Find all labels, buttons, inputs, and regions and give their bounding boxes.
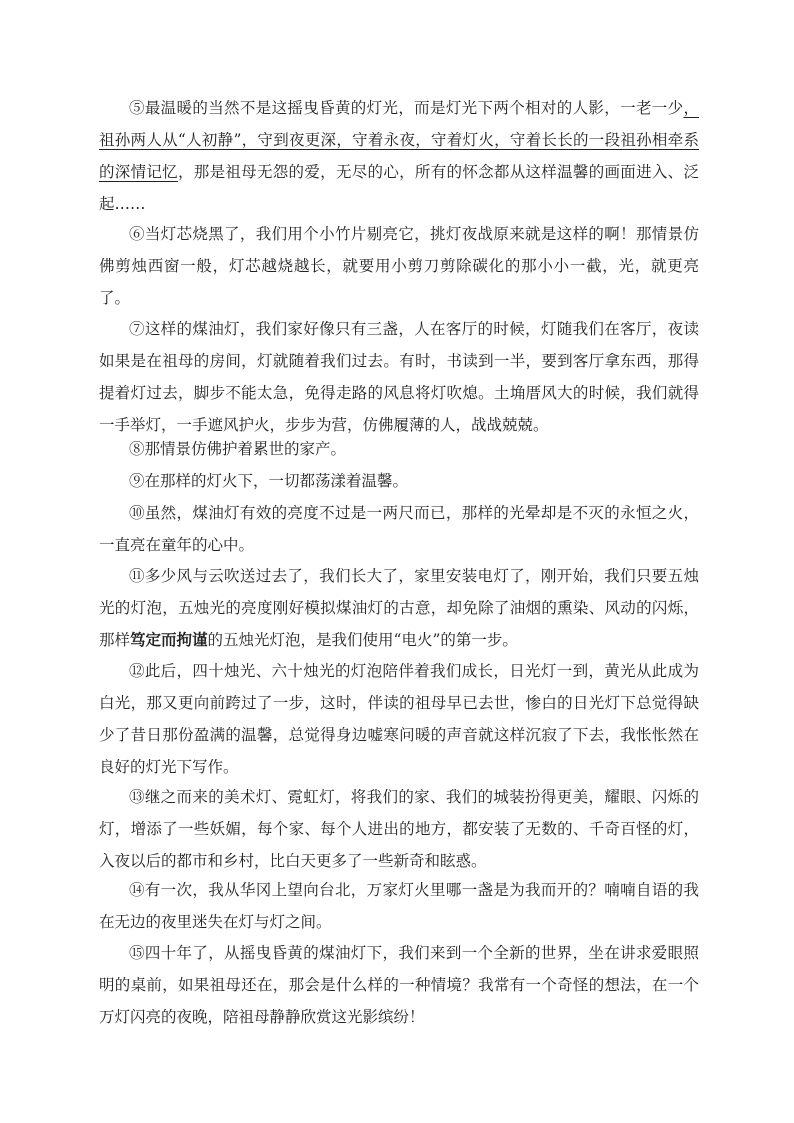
p5-segment-1: ⑤最温暖的当然不是这摇曳昏黄的灯光，而是灯光下两个相对的人影，一老一少: [129, 99, 684, 117]
p14-text: ⑭有一次，我从华冈上望向台北，万家灯火里哪一盏是为我而开的？喃喃自语的我在无边的夜里迷失在灯与灯之间。: [99, 881, 699, 931]
p9-text: ⑨在那样的灯火下，一切都荡漾着温馨。: [129, 472, 409, 490]
p13-text: ⑬继之而来的美术灯、霓虹灯，将我们的家、我们的城装扮得更美，耀眼、闪烁的灯，增添了一些妖媚，每个家、每个人进出的地方，都安装了无数的、千奇百怪的灯，入夜以后的都市和乡村，比白天更多了一些新奇和眩惑。: [99, 788, 699, 870]
p11-segment-3: 的五烛光灯泡，是我们使用“电火”的第一步。: [207, 631, 518, 649]
p7-text: ⑦这样的煤油灯，我们家好像只有三盏，人在客厅的时候，灯随我们在客厅，夜读如果是在祖母的房间，灯就随着我们过去。有时，书读到一半，要到客厅拿东西，那得提着灯过去，脚步不能太急，免得走路的风息将灯吹熄。土埆厝风大的时候，我们就得一手举灯，一手遮风护火，步步为营，仿佛履薄的人，战战兢兢。: [99, 320, 699, 434]
paragraph-6: [99, 218, 699, 314]
p5-underlined-segment: ，祖孙两人从“人初静”，守到夜更深，守着永夜，守着灯火，守着长长的一段祖孙相牵系的深情记忆: [99, 99, 699, 181]
p11-segment-1: ⑪多少风与云吹送过去了，我们长大了，家里安装电灯了，刚开始，我们只要五烛光的灯泡，五烛光的亮度刚好模拟煤油灯的古意，却免除了油烟的熏染、风动的闪烁，那样: [99, 567, 699, 649]
paragraph-11: [99, 560, 699, 656]
paragraph-9: [99, 465, 699, 497]
paragraph-8: [99, 433, 699, 465]
paragraph-7: [99, 313, 699, 441]
p15-text: ⑮四十年了，从摇曳昏黄的煤油灯下，我们来到一个全新的世界，坐在讲求爱眼照明的桌前，如果祖母还在，那会是什么样的一种情境？我常有一个奇怪的想法，在一个万灯闪亮的夜晚，陪祖母静静欣赏这光影缤纷！: [99, 944, 699, 1026]
paragraph-10: [99, 497, 699, 561]
p8-text: ⑧那情景仿佛护着累世的家产。: [129, 440, 347, 458]
paragraph-13: [99, 781, 699, 877]
paragraph-5: [99, 92, 699, 220]
p6-text: ⑥当灯芯烧黑了，我们用个小竹片剔亮它，挑灯夜战原来就是这样的啊！那情景仿佛剪烛西窗一般，灯芯越烧越长，就要用小剪刀剪除碳化的那小小一截，光，就更亮了。: [99, 225, 699, 307]
paragraph-15: [99, 937, 699, 1033]
p11-bold-phrase: 笃定而拘谨: [130, 630, 208, 649]
p12-text: ⑫此后，四十烛光、六十烛光的灯泡陪伴着我们成长，日光灯一到，黄光从此成为白光，那又更向前跨过了一步，这时，伴读的祖母早已去世，惨白的日光灯下总觉得缺少了昔日那份盈满的温馨，总觉得身边嘘寒问暖的声音就这样沉寂了下去，我怅怅然在良好的灯光下写作。: [99, 662, 699, 776]
paragraph-14: [99, 874, 699, 938]
p10-text: ⑩虽然，煤油灯有效的亮度不过是一两尺而已，那样的光晕却是不灭的永恒之火，一直亮在童年的心中。: [99, 504, 699, 554]
paragraph-12: [99, 655, 699, 783]
p5-segment-3: ，那是祖母无怨的爱，无尽的心，所有的怀念都从这样温馨的画面进入、泛起……: [99, 163, 699, 213]
